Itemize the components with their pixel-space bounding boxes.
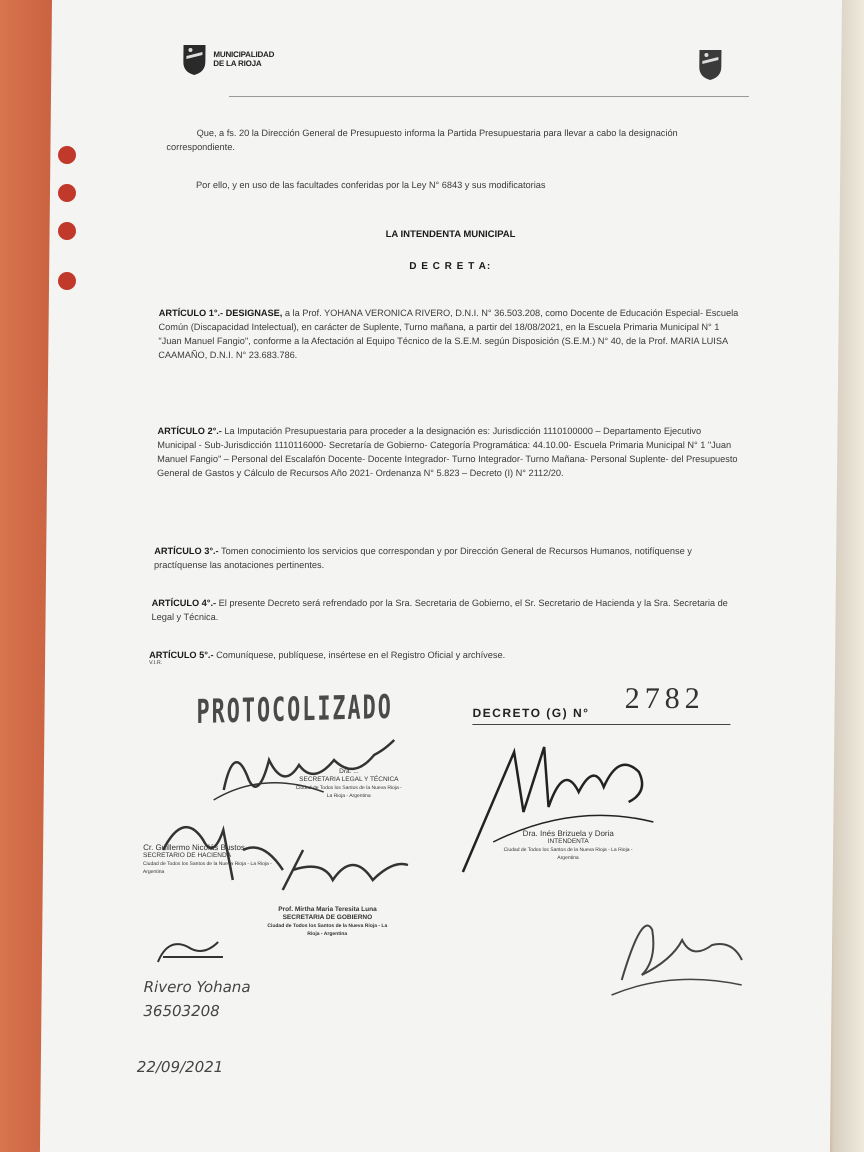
article-1 — [158, 306, 739, 362]
signature-recipient — [148, 932, 228, 972]
authority-text: LA INTENDENTA MUNICIPAL — [385, 229, 516, 240]
article-4 — [151, 596, 741, 624]
signature-received-stamp — [601, 900, 752, 1020]
decreta-heading — [165, 260, 735, 274]
stamp-intendenta-name: Dra. Inés Brizuela y Doria — [522, 829, 614, 838]
article-1-text: a la Prof. YOHANA VERONICA RIVERO, D.N.I. N° 36.503.208, como Docente de Educación Especial- Escuela Común (Discapacidad Intelectual), en carácter de Suplente, Turno mañana, a partir del 18/08/2021, en la Escuela Primaria Municipal N° 1 "Juan Manuel Fangio", conforme a la Afectación al Equipo Técnico de la S.E.M. según Disposición (S.E.M.) N° 40, de la Prof. MARIA LUISA CAAMAÑO, D.N.I. N° 23.683.786. — [158, 308, 739, 360]
article-2-text: La Imputación Presupuestaria para proceder a la designación es: Jurisdicción 1110100000 – Departamento Ejecutivo Municipal - Sub-Jurisdicción 1110116000- Secretaría de Gobierno- Categoría Programática: 44.10.00- Escuela Primaria Municipal N° 1 "Juan Manuel Fangio" – Personal del Escalafón Docente- Docente Integrador- Turno Integrador- Turno Mañana- Personal Suplente- del Presupuesto General de Gastos y Cálculo de Recursos Año 2021- Ordenanza N° 5.823 – Decreto (I) N° 2112/20. — [156, 426, 738, 478]
article-5-label: ARTÍCULO 5°.- — [149, 650, 214, 660]
stamp-legal — [294, 768, 404, 800]
article-5-text: Comuníquese, publíquese, insértese en el Registro Oficial y archívese. — [213, 650, 506, 660]
header-logo — [181, 42, 274, 76]
decree-number: 2782 — [624, 682, 705, 715]
article-2 — [157, 424, 743, 480]
stamp-legal-name: Dra. ... — [339, 768, 359, 775]
punch-hole — [58, 146, 76, 164]
punch-hole — [58, 272, 76, 290]
shield-icon — [181, 42, 207, 76]
stamp-legal-title: SECRETARIA LEGAL Y TÉCNICA — [299, 776, 399, 783]
intro-text-2: Por ello, y en uso de las facultades conferidas por la Ley N° 6843 y sus modificatorias — [196, 180, 546, 190]
org-line1: MUNICIPALIDAD — [213, 50, 275, 59]
article-4-label: ARTÍCULO 4°.- — [151, 598, 217, 608]
protocolizado-stamp: PROTOCOLIZADO — [196, 686, 393, 731]
stamp-gobierno-title: SECRETARIA DE GOBIERNO — [282, 914, 373, 921]
stamp-hacienda-place: Ciudad de Todos los Santos de la Nueva Rioja - La Rioja - Argentina — [142, 861, 272, 875]
stamp-hacienda-name: Cr. Guillermo Nicolás Bustos — [143, 843, 245, 852]
punch-hole — [58, 222, 76, 240]
header-divider — [229, 96, 749, 97]
article-1-label: ARTÍCULO 1°.- DESIGNASE, — [158, 308, 283, 318]
stamp-hacienda-title: SECRETARIO DE HACIENDA — [143, 852, 232, 859]
stamp-intendenta — [503, 830, 633, 862]
stamp-intendenta-title: INTENDENTA — [547, 838, 589, 845]
punch-hole — [58, 184, 76, 202]
stamp-gobierno-name: Prof. Mirtha Maria Teresita Luna — [278, 906, 377, 913]
org-line2: DE LA RIOJA — [213, 59, 262, 68]
stamp-gobierno — [262, 906, 392, 938]
handwritten-dni: 36503208 — [143, 1002, 220, 1020]
handwritten-date: 22/09/2021 — [136, 1058, 224, 1076]
decreta-text: D E C R E T A: — [409, 261, 492, 272]
intro-para-1 — [166, 126, 746, 154]
signature-gobierno — [273, 840, 414, 900]
article-5 — [149, 648, 749, 662]
intro-text-1: Que, a fs. 20 la Dirección General de Presupuesto informa la Partida Presupuestaria para llevar a cabo la designación correspondiente. — [166, 128, 678, 152]
authority-heading — [165, 228, 735, 242]
stamp-hacienda — [143, 844, 293, 876]
article-3-text: Tomen conocimiento los servicios que correspondan y por Dirección General de Recursos Humanos, notifíquense y practíquense las anotaciones pertinentes. — [154, 546, 692, 570]
article-3-label: ARTÍCULO 3°.- — [154, 546, 219, 556]
stamp-legal-place: Ciudad de Todos los Santos de la Nueva Rioja - La Rioja - Argentina — [295, 785, 402, 799]
decree-underline — [472, 724, 730, 725]
intro-para-2 — [166, 178, 756, 192]
article-3 — [154, 544, 744, 572]
org-name — [213, 50, 274, 68]
article-4-text: El presente Decreto será refrendado por la Sra. Secretaria de Gobierno, el Sr. Secretario de Hacienda y la Sra. Secretaria de Legal y Técnica. — [151, 598, 728, 622]
shield-icon — [697, 46, 723, 82]
decree-label: DECRETO (G) N° — [472, 706, 590, 720]
stamp-gobierno-place: Ciudad de Todos los Santos de la Nueva Rioja - La Rioja - Argentina — [267, 923, 388, 937]
initials — [149, 660, 162, 667]
document-page — [40, 0, 842, 1152]
stamp-intendenta-place: Ciudad de Todos los Santos de la Nueva Rioja - La Rioja - Argentina — [503, 847, 633, 861]
article-2-label: ARTÍCULO 2°.- — [157, 426, 222, 436]
initials-text: V.I.R. — [149, 660, 163, 666]
handwritten-name: Rivero Yohana — [143, 978, 251, 996]
